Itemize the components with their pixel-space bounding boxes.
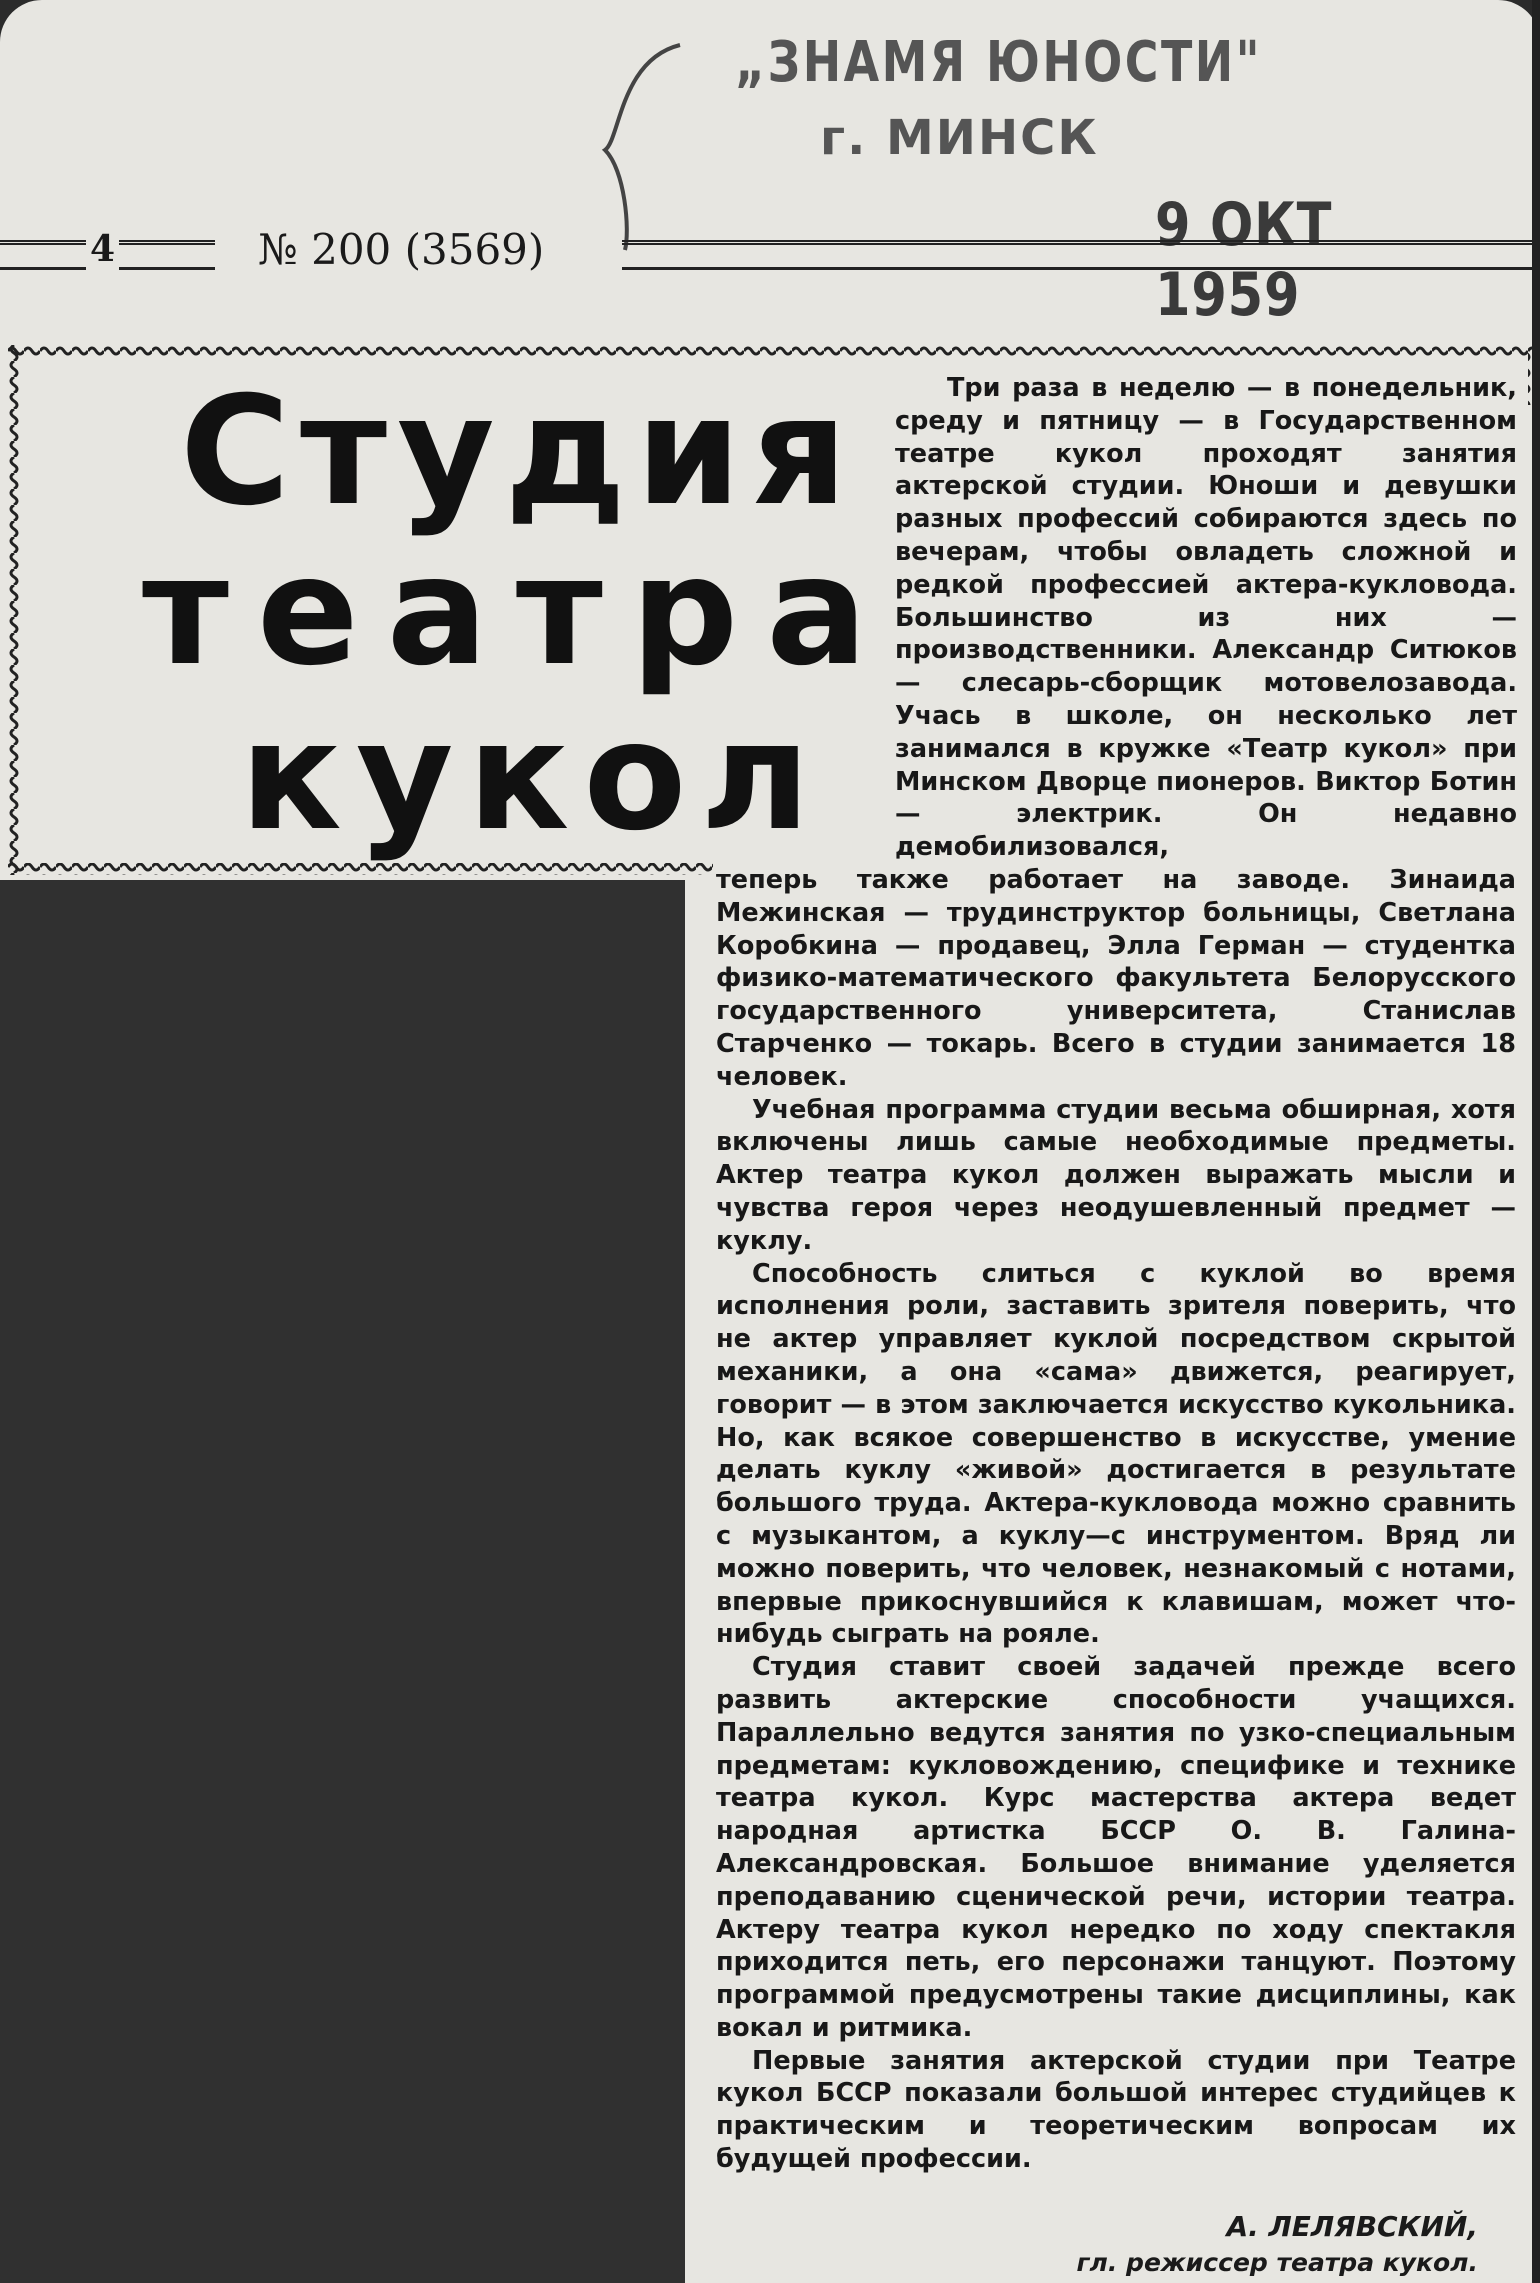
headline-line-2: театра [142, 525, 896, 699]
stamp-city: г. МИНСК [820, 110, 1099, 166]
author-role: гл. режиссер театра кукол. [1076, 2248, 1478, 2277]
issue-number: № 200 (3569) [258, 225, 545, 274]
headline-line-3: кукол [240, 690, 825, 864]
article-paragraph-1-top: Три раза в неделю — в понедельник, среду и пятницу — в Государственном театре кукол проходят занятия актерской студии. Юноши и девушки разных профессий собираются здесь по вечерам, чтобы овладеть сложной и редкой профессией актера-кукловода. Большинство из них — производственники. Александр Ситюков — слесарь-сборщик мотовелозавода. Учась в школе, он несколько лет занимался в кружке «Театр кукол» при Минском Дворце пионеров. Виктор Ботин — электрик. Он недавно демобилизовался, [895, 373, 1517, 863]
article-paragraph-2: Учебная программа студии весьма обширная, хотя включены лишь самые необходимые предметы. Актер театра кукол должен выражать мысли и чувства героя через неодушевленный предмет — куклу. [716, 1094, 1516, 1256]
stamp-bracket [580, 30, 700, 270]
author-name: А. ЛЕЛЯВСКИЙ, [1226, 2210, 1478, 2243]
article-column-main [716, 864, 1516, 2176]
article-paragraph-4: Студия ставит своей задачей прежде всего развить актерские способности учащихся. Параллельно ведутся занятия по узко-специальным предметам: кукловождению, специфике и технике театра кукол. Курс мастерства актера ведет народная артистка БССР О. В. Галина-Александровская. Большое внимание уделяется преподаванию сценической речи, истории театра. Актеру театра кукол нередко по ходу спектакля приходится петь, его персонажи танцуют. Поэтому программой предусмотрены такие дисциплины, как вокал и ритмика. [716, 1652, 1516, 2043]
article-paragraph-5: Первые занятия актерской студии при Театре кукол БССР показали большой интерес студийцев к практическим и теоретическим вопросам их будущей профессии. [716, 2045, 1516, 2175]
page-number: 4 [86, 228, 119, 270]
article-paragraph-1-rest: теперь также работает на заводе. Зинаида Межинская — трудинструктор больницы, Светлана Коробкина — продавец, Элла Герман — студентка физико-математического факультета Белорусского государственного университета, Станислав Старченко — токарь. Всего в студии занимается 18 человек. [716, 865, 1516, 1092]
article-column-top [895, 372, 1517, 864]
rule-right [622, 240, 1532, 270]
stamp-date: 9 ОКТ 1959 [1155, 190, 1333, 330]
headline-line-1: Студия [180, 365, 858, 539]
article-paragraph-3: Способность слиться с куклой во время исполнения роли, заставить зрителя поверить, что не актер управляет куклой посредством скрытой механики, а она «сама» движется, реагирует, говорит — в этом заключается искусство кукольника. Но, как всякое совершенство в искусстве, умение делать куклу «живой» достигается в результате большого труда. Актера-кукловода можно сравнить с музыкантом, а куклу—с инструментом. Вряд ли можно поверить, что человек, незнакомый с нотами, впервые прикоснувшийся к клавишам, может что-нибудь сыграть на рояле. [716, 1258, 1516, 1650]
dark-background [0, 880, 685, 2283]
dark-edge [1532, 0, 1540, 2283]
stamp-newspaper-name: „ЗНАМЯ ЮНОСТИ" [735, 30, 1263, 95]
